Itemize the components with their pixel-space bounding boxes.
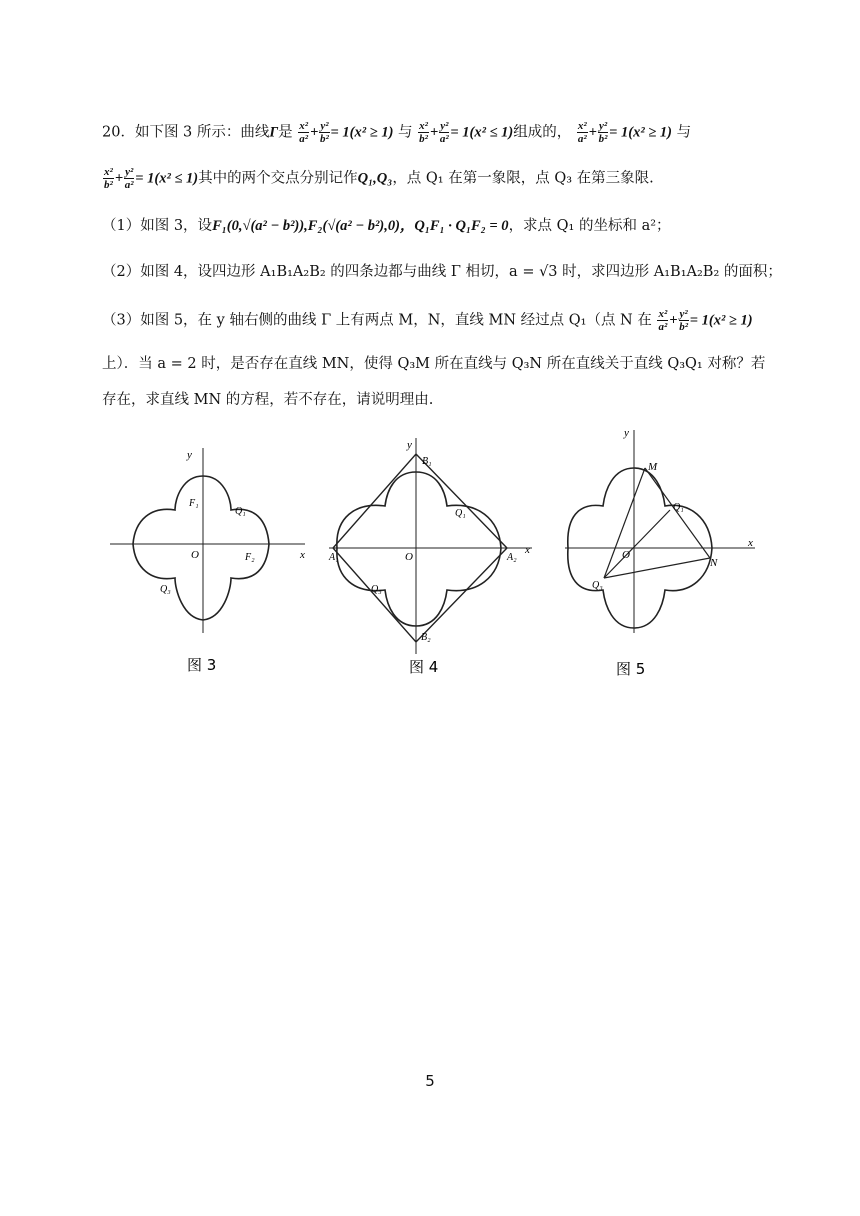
label-b1: B₁	[422, 456, 432, 467]
plus-sign: +	[114, 170, 124, 187]
foci-definition: F₁(0,√(a² − b²)),F₂(√(a² − b²),0)	[212, 218, 400, 234]
dot-product-condition: ，Q₁F₁ · Q₁F₂ = 0	[399, 218, 509, 234]
plus-sign: +	[669, 312, 678, 329]
label-q1: Q₁	[673, 502, 684, 513]
text-and: 与	[398, 124, 413, 141]
figures-panel	[105, 418, 755, 680]
part-3-intro: （3）如图 5，在 y 轴右侧的曲线 Γ 上有两点 M，N，直线 MN 经过点 Q₁（点 N 在	[102, 312, 652, 329]
part-3-question-tail: 存在，求直线 MN 的方程，若不存在，请说明理由.	[102, 392, 434, 408]
figure-3	[105, 418, 315, 674]
part-3-line-2	[102, 354, 765, 374]
fig3-caption: 图 3	[187, 656, 217, 674]
part-2-text: （2）如图 4，设四边形 A₁B₁A₂B₂ 的四条边都与曲线 Γ 相切，a = √3 时，求四边形 A₁B₁A₂B₂ 的面积；	[102, 264, 782, 280]
fig4-caption: 图 4	[409, 658, 439, 676]
intersection-text: 其中的两个交点分别记作	[198, 170, 358, 187]
fraction-x2-a2: $\frac{\text{x²}}{\text{a²}}$	[577, 120, 587, 145]
equation-1-condition: = 1(x² ≥ 1)	[330, 124, 394, 141]
part-2	[102, 262, 782, 282]
text-compose: 组成的，	[513, 124, 572, 141]
label-m: M	[648, 461, 658, 473]
part-3-line-3	[102, 390, 433, 410]
label-q3: Q₃	[371, 584, 382, 595]
problem-intro: 20．如下图 3 所示：曲线	[102, 124, 270, 141]
label-x: x	[748, 537, 753, 549]
label-origin: O	[622, 549, 630, 561]
fraction-y2-a2: $\frac{\text{y²}}{\text{a²}}$	[439, 120, 449, 145]
label-y: y	[624, 427, 629, 439]
label-y: y	[187, 449, 192, 461]
fraction-x2-b2: $\frac{\text{x²}}{\text{b²}}$	[419, 120, 428, 145]
fraction-x2-b2: $\frac{\text{x²}}{\text{b²}}$	[104, 166, 113, 191]
fraction-y2-b2: $\frac{\text{y²}}{\text{b²}}$	[679, 308, 689, 333]
label-x: x	[525, 544, 530, 556]
part-1	[102, 216, 671, 236]
fraction-x2-a2: $\frac{\text{x²}}{\text{a²}}$	[299, 120, 309, 145]
label-q3: Q₃	[160, 584, 171, 595]
equation-3-condition: = 1(x² ≥ 1)	[609, 124, 672, 141]
gamma-curve	[337, 472, 501, 626]
fig5-caption: 图 5	[616, 660, 646, 678]
plus-sign: +	[310, 124, 319, 141]
equation-4-condition: = 1(x² ≤ 1)	[135, 170, 199, 187]
label-x: x	[300, 549, 305, 561]
equation-2-condition: = 1(x² ≤ 1)	[450, 124, 514, 141]
gamma-curve	[133, 476, 269, 620]
text-with: 与	[676, 124, 692, 141]
label-a2: A₂	[507, 552, 517, 563]
part-3-equation-condition: = 1(x² ≥ 1)	[689, 312, 753, 329]
part-3-line-1	[102, 308, 753, 333]
label-f2: F₂	[245, 552, 255, 563]
part-1-question: ，求点 Q₁ 的坐标和 a²；	[508, 218, 671, 234]
fraction-y2-b2: $\frac{\text{y²}}{\text{b²}}$	[320, 120, 329, 145]
part-1-prefix: （1）如图 3，设	[102, 218, 213, 234]
label-n: N	[710, 557, 718, 569]
figure-5	[560, 418, 760, 678]
fraction-y2-b2: $\frac{\text{y²}}{\text{b²}}$	[598, 120, 608, 145]
label-q1: Q₁	[235, 506, 246, 517]
problem-line-2	[102, 166, 654, 191]
plus-sign: +	[588, 124, 597, 141]
q1-q3-symbols: Q₁,Q₃	[357, 170, 393, 187]
text-is: 是	[278, 124, 293, 141]
problem-line-1	[102, 120, 691, 145]
figure-4	[327, 418, 537, 678]
label-y: y	[407, 439, 412, 451]
label-origin: O	[405, 551, 413, 563]
quadrant-text: ，点 Q₁ 在第一象限，点 Q₃ 在第三象限.	[392, 170, 654, 187]
fraction-x2-a2: $\frac{\text{x²}}{\text{a²}}$	[658, 308, 668, 333]
label-origin: O	[191, 549, 199, 561]
label-q1: Q₁	[455, 508, 466, 519]
label-b2: B₂	[421, 632, 431, 643]
label-q3: Q₃	[592, 580, 603, 591]
label-f1: F₁	[189, 498, 199, 509]
fraction-y2-a2: $\frac{\text{y²}}{\text{a²}}$	[124, 166, 134, 191]
part-3-question: 上）．当 a = 2 时，是否存在直线 MN，使得 Q₃M 所在直线与 Q₃N 所在直线关于直线 Q₃Q₁ 对称？若	[102, 356, 766, 372]
gamma-symbol: Γ	[269, 124, 279, 141]
plus-sign: +	[429, 124, 439, 141]
page-number: 5	[425, 1072, 435, 1090]
line-mn	[645, 468, 710, 558]
label-a1: A₁	[329, 552, 339, 563]
